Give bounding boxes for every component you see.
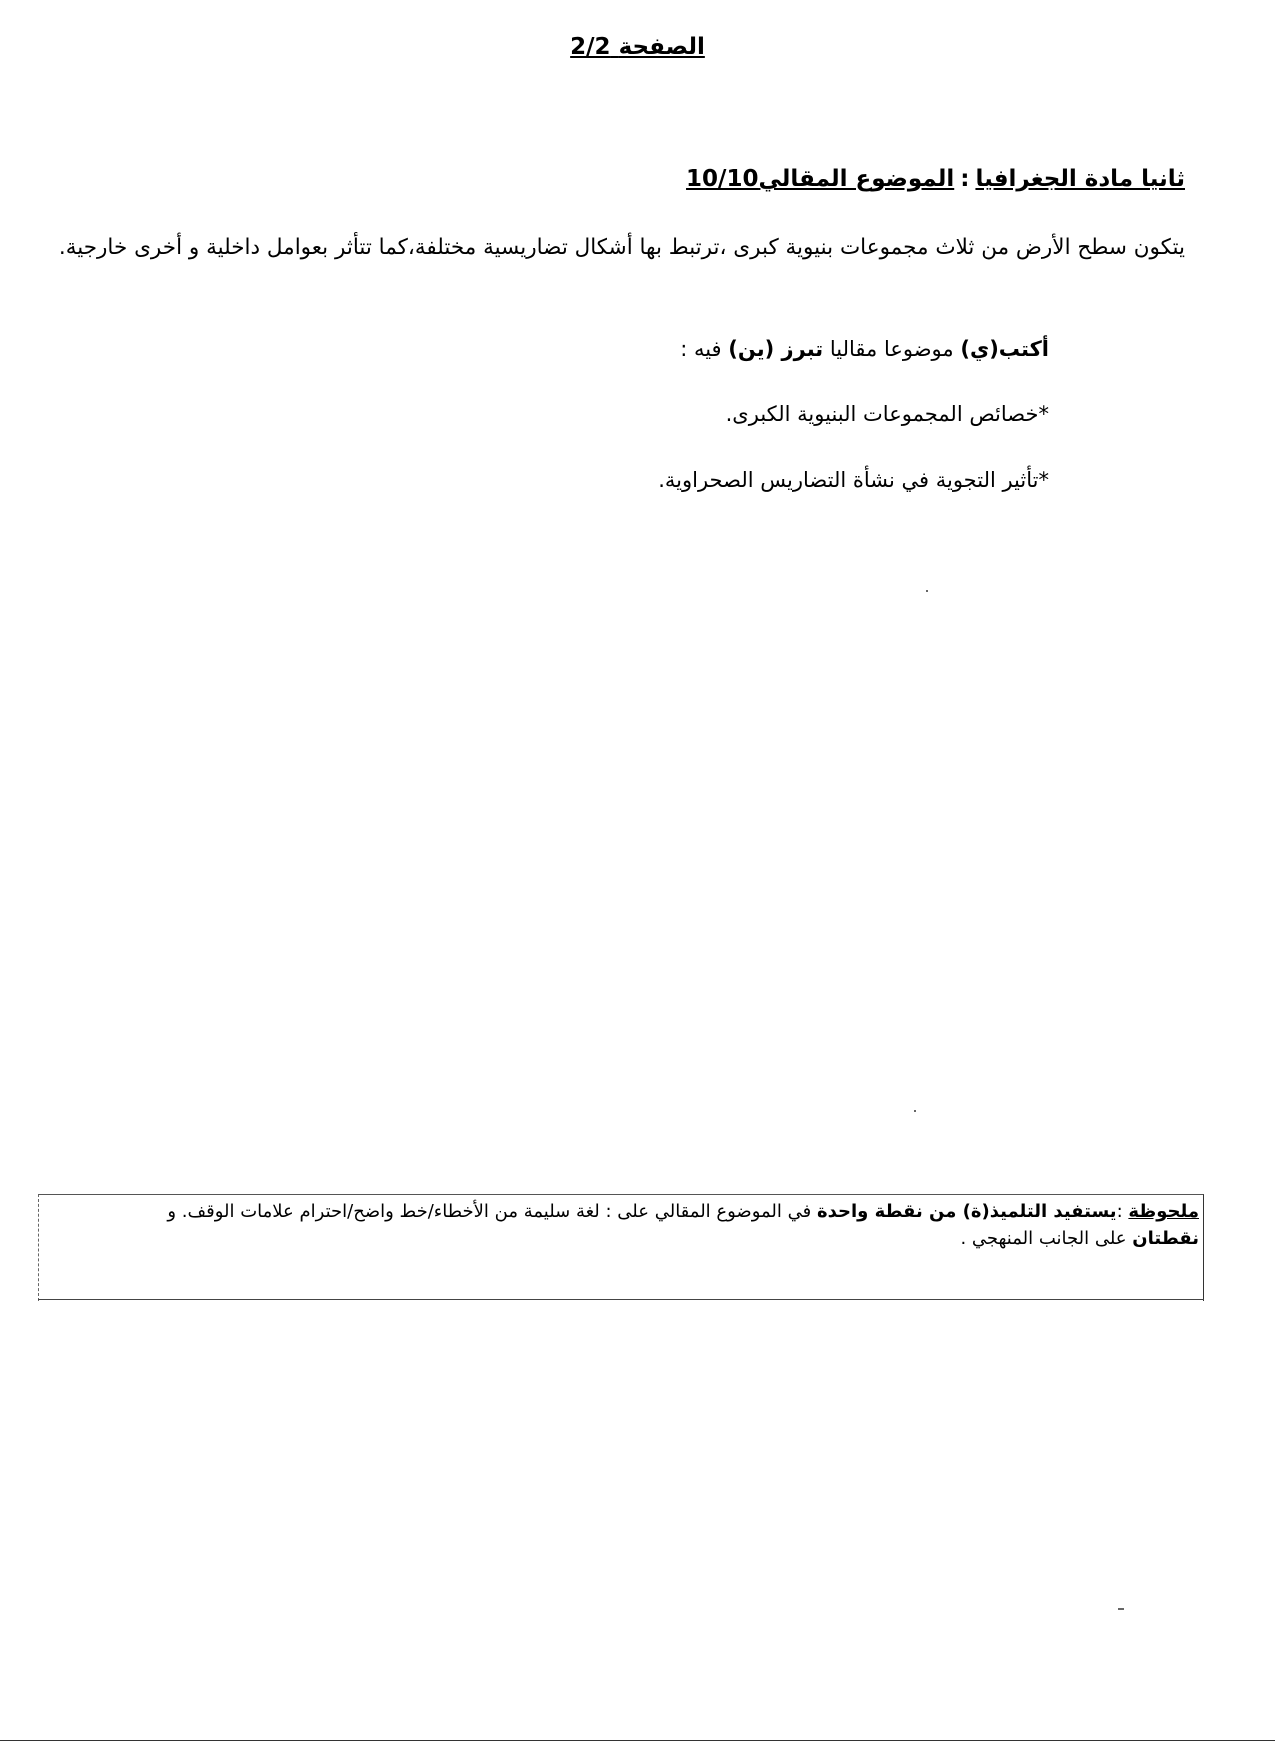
page-number-label: الصفحة: [618, 34, 705, 60]
section-score: 10/10: [686, 166, 759, 192]
note-box-bottom-border: [38, 1299, 1204, 1300]
scan-speck: [926, 590, 928, 592]
note-bold-2: نقطتان: [1132, 1228, 1199, 1249]
instruction-middle: موضوعا مقاليا: [829, 337, 954, 361]
note-bold-1: يستفيد التلميذ(ة) من نقطة واحدة: [816, 1201, 1117, 1222]
instruction-end: فيه :: [680, 337, 722, 361]
page-number-value: 2/2: [570, 34, 611, 60]
scan-speck: [914, 1110, 916, 1112]
intro-paragraph: يتكون سطح الأرض من ثلاث مجموعات بنيوية كبرى ،ترتبط بها أشكال تضاريسية مختلفة،كما تتأثر بعوامل داخلية و أخرى خارجية.: [58, 235, 1185, 260]
bullet-item: *خصائص المجموعات البنيوية الكبرى.: [725, 402, 1049, 426]
section-separator: :: [960, 166, 970, 192]
instruction-verb2: تبرز (ين): [728, 337, 824, 361]
section-title: [686, 166, 1185, 192]
note-part-2: في الموضوع المقالي على : لغة سليمة من الأخطاء/خط واضح/احترام علامات الوقف. و: [167, 1201, 812, 1222]
note-text: [119, 1198, 1199, 1252]
note-colon: :: [1116, 1201, 1123, 1222]
section-topic: الموضوع المقالي: [758, 166, 955, 192]
instruction: [680, 337, 1049, 361]
instruction-verb: أكتب(ي): [960, 337, 1049, 361]
page-number: [0, 34, 1275, 60]
scan-speck: [1118, 1608, 1124, 1610]
section-part: ثانيا مادة الجغرافيا: [975, 166, 1185, 192]
note-part-3: على الجانب المنهجي .: [960, 1228, 1127, 1249]
footer-divider: [0, 1740, 1275, 1741]
bullet-item: *تأثير التجوية في نشأة التضاريس الصحراوية.: [658, 468, 1049, 492]
note-label: ملحوظة: [1128, 1201, 1199, 1222]
